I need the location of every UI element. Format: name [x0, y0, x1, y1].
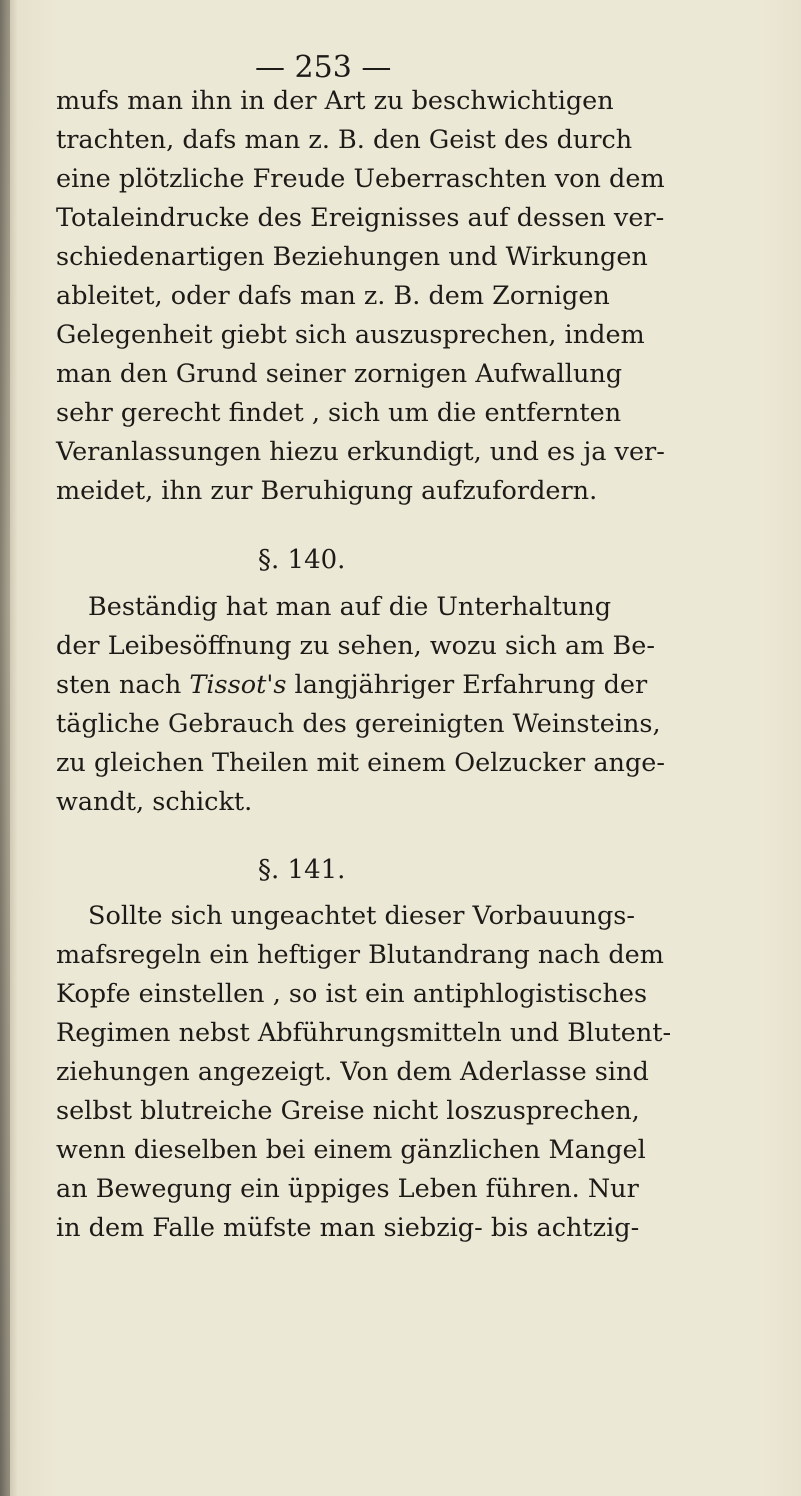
italic-name: Tissot's — [189, 670, 287, 700]
text-line: in dem Falle müfste man siebzig- bis achtzig- — [56, 1213, 640, 1243]
text-line: wandt, schickt. — [56, 787, 253, 817]
section-heading-140: §. 140. — [258, 545, 346, 575]
text-line: wenn dieselben bei einem gänzlichen Mangel — [56, 1135, 646, 1165]
page-number: — 253 — — [255, 50, 392, 85]
text-line: selbst blutreiche Greise nicht loszusprechen, — [56, 1096, 640, 1126]
text-line: an Bewegung ein üppiges Leben führen. Nur — [56, 1174, 639, 1204]
text-line-with-italic — [56, 670, 648, 700]
text-line: zu gleichen Theilen mit einem Oelzucker ange- — [56, 748, 665, 778]
text-line: ziehungen angezeigt. Von dem Aderlasse sind — [56, 1057, 649, 1087]
page-spine-shadow — [0, 0, 10, 1496]
text-line: Regimen nebst Abführungsmitteln und Blutent- — [56, 1018, 672, 1048]
text-line: eine plötzliche Freude Ueberraschten von dem — [56, 164, 665, 194]
text-line: mafsregeln ein heftiger Blutandrang nach dem — [56, 940, 664, 970]
text-line: tägliche Gebrauch des gereinigten Weinsteins, — [56, 709, 661, 739]
text-line: ableitet, oder dafs man z. B. dem Zornigen — [56, 281, 610, 311]
text-line: Sollte sich ungeachtet dieser Vorbauungs- — [88, 901, 635, 931]
text-line: Veranlassungen hiezu erkundigt, und es ja ver- — [56, 437, 665, 467]
text-line: der Leibesöffnung zu sehen, wozu sich am Be- — [56, 631, 655, 661]
text-line: sehr gerecht findet , sich um die entfernten — [56, 398, 622, 428]
text-line: Totaleindrucke des Ereignisses auf dessen ver- — [56, 203, 665, 233]
text-segment: langjähriger Erfahrung der — [286, 670, 648, 700]
text-line: trachten, dafs man z. B. den Geist des durch — [56, 125, 633, 155]
text-line: Gelegenheit giebt sich auszusprechen, indem — [56, 320, 645, 350]
text-line: Kopfe einstellen , so ist ein antiphlogistisches — [56, 979, 648, 1009]
section-heading-141: §. 141. — [258, 855, 346, 885]
text-line: schiedenartigen Beziehungen und Wirkungen — [56, 242, 648, 272]
text-line: man den Grund seiner zornigen Aufwallung — [56, 359, 623, 389]
text-line: mufs man ihn in der Art zu beschwichtigen — [56, 86, 614, 116]
text-line: meidet, ihn zur Beruhigung aufzufordern. — [56, 476, 598, 506]
text-line: Beständig hat man auf die Unterhaltung — [88, 592, 612, 622]
text-segment: sten nach — [56, 670, 190, 700]
